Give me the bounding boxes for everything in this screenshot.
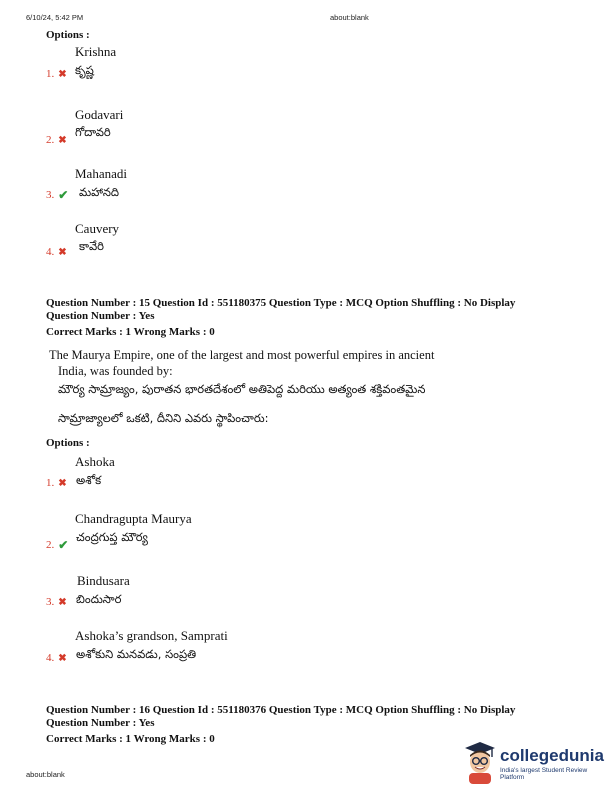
question-meta-line: Question Number : 16 Question Id : 551180376 Question Type : MCQ Option Shuffling : No Display <box>46 704 516 716</box>
wrong-cross-icon: ✖ <box>58 134 67 146</box>
logo-wordmark: collegedunia <box>500 746 604 765</box>
logo-tagline: India's largest Student Review Platform <box>500 767 588 781</box>
option-text-en: Cauvery <box>75 221 120 236</box>
option-text-te: అశోకుని మనవడు, సంప్రతి <box>76 647 197 661</box>
option-number: 2. ✖ <box>46 134 67 146</box>
option-text-te: అశోక <box>76 473 102 487</box>
option-text-en: Godavari <box>75 107 124 122</box>
options-label: Options : <box>46 29 90 41</box>
option-text-te: కృష్ణ <box>75 63 94 77</box>
option-text-te: చంద్రగుప్త మౌర్య <box>76 530 148 544</box>
question-text-te: సామ్రాజ్యాలలో ఒకటి, దీనిని ఎవరు స్థాపించారు: <box>58 411 269 425</box>
option-text-te: గోదావరి <box>75 125 111 139</box>
option-text-te: మహానది <box>79 185 120 199</box>
option-text-en: Chandragupta Maurya <box>75 511 192 526</box>
marks-line: Correct Marks : 1 Wrong Marks : 0 <box>46 326 215 338</box>
option-text-en: Bindusara <box>77 573 130 588</box>
option-number: 1. ✖ <box>46 477 67 489</box>
question-text-en: The Maurya Empire, one of the largest and most powerful empires in ancient <box>49 348 435 362</box>
option-text-en: Mahanadi <box>75 166 127 181</box>
correct-check-icon: ✔ <box>58 188 69 202</box>
footer-url: about:blank <box>26 770 65 779</box>
correct-check-icon: ✔ <box>58 538 69 552</box>
wrong-cross-icon: ✖ <box>58 246 67 258</box>
option-number: 3. ✖ <box>46 596 67 608</box>
option-number: 4. ✖ <box>46 246 67 258</box>
option-text-te: కావేరి <box>79 239 104 253</box>
question-text-en: India, was founded by: <box>58 364 173 378</box>
question-meta-line: Question Number : Yes <box>46 717 155 729</box>
student-mascot-icon <box>462 740 498 784</box>
wrong-cross-icon: ✖ <box>58 68 67 80</box>
wrong-cross-icon: ✖ <box>58 652 67 664</box>
wrong-cross-icon: ✖ <box>58 477 67 489</box>
marks-line: Correct Marks : 1 Wrong Marks : 0 <box>46 733 215 745</box>
option-text-en: Krishna <box>75 44 117 59</box>
option-number: 4. ✖ <box>46 652 67 664</box>
print-datetime: 6/10/24, 5:42 PM <box>26 13 84 22</box>
option-number: 3. ✔ <box>46 188 69 202</box>
options-label: Options : <box>46 437 90 449</box>
print-url: about:blank <box>330 13 369 22</box>
question-text-te: మౌర్య సామ్రాజ్యం, పురాతన భారతదేశంలో అతిపెద్ద మరియు అత్యంత శక్తివంతమైన <box>58 382 426 396</box>
option-number: 1. ✖ <box>46 68 67 80</box>
question-meta-line: Question Number : 15 Question Id : 551180375 Question Type : MCQ Option Shuffling : No Display <box>46 297 516 309</box>
option-text-en: Ashoka’s grandson, Samprati <box>75 628 228 643</box>
option-text-en: Ashoka <box>75 454 115 469</box>
question-meta-line: Question Number : Yes <box>46 310 155 322</box>
option-number: 2. ✔ <box>46 538 69 552</box>
option-text-te: బిందుసార <box>76 592 122 606</box>
wrong-cross-icon: ✖ <box>58 596 67 608</box>
collegedunia-logo <box>462 740 612 788</box>
